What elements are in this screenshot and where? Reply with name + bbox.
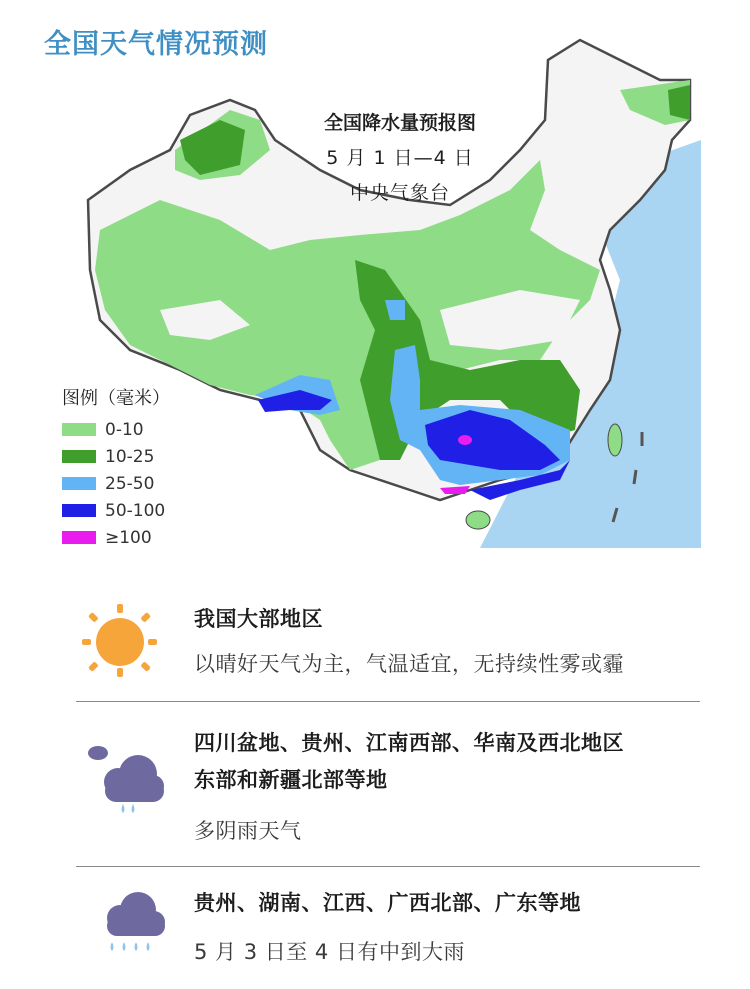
forecast-item — [76, 884, 700, 980]
hainan-island — [466, 511, 490, 529]
cloud-rain-light-icon — [88, 742, 168, 822]
legend-title: 图例（毫米） — [62, 388, 170, 409]
sun-icon — [76, 602, 158, 678]
taiwan-island — [608, 424, 622, 456]
forecast-headline-line: 东部和新疆北部等地 — [194, 768, 388, 792]
legend-item — [62, 497, 170, 524]
legend-swatch — [62, 450, 96, 463]
legend-item — [62, 416, 170, 443]
legend-label: 0-10 — [105, 419, 144, 440]
forecast-item — [76, 726, 700, 856]
map-source: 中央气象台 — [349, 182, 450, 204]
legend-swatch — [62, 531, 96, 544]
map-date-range: 5 月 1 日—4 日 — [326, 147, 474, 169]
forecast-detail: 5 月 3 日至 4 日有中到大雨 — [194, 940, 465, 964]
legend-swatch — [62, 477, 96, 490]
legend-swatch — [62, 504, 96, 517]
map-title-block — [300, 108, 500, 205]
legend-label: ≥100 — [105, 527, 152, 548]
map-title: 全国降水量预报图 — [323, 112, 476, 134]
sea-border-mark — [634, 470, 636, 484]
legend-label: 10-25 — [105, 446, 155, 467]
forecast-headline: 贵州、湖南、江西、广西北部、广东等地 — [194, 891, 581, 915]
legend-swatch — [62, 423, 96, 436]
forecast-detail: 多阴雨天气 — [194, 819, 302, 843]
legend-item — [62, 524, 170, 551]
divider — [76, 701, 700, 702]
rain-zone-10-25-ne — [668, 85, 690, 120]
legend-label: 25-50 — [105, 473, 155, 494]
forecast-detail: 以晴好天气为主，气温适宜，无持续性雾或霾 — [194, 652, 624, 676]
divider — [76, 866, 700, 867]
rain-zone-100-plus — [458, 435, 472, 445]
legend-item — [62, 443, 170, 470]
forecast-headline-line: 四川盆地、贵州、江南西部、华南及西北地区 — [194, 731, 624, 755]
forecast-headline: 我国大部地区 — [194, 607, 323, 631]
map-legend — [62, 384, 170, 551]
cloud-rain-heavy-icon — [102, 890, 172, 962]
legend-label: 50-100 — [105, 500, 166, 521]
legend-item — [62, 470, 170, 497]
forecast-item — [76, 598, 700, 698]
page-title: 全国天气情况预测 — [44, 29, 268, 60]
